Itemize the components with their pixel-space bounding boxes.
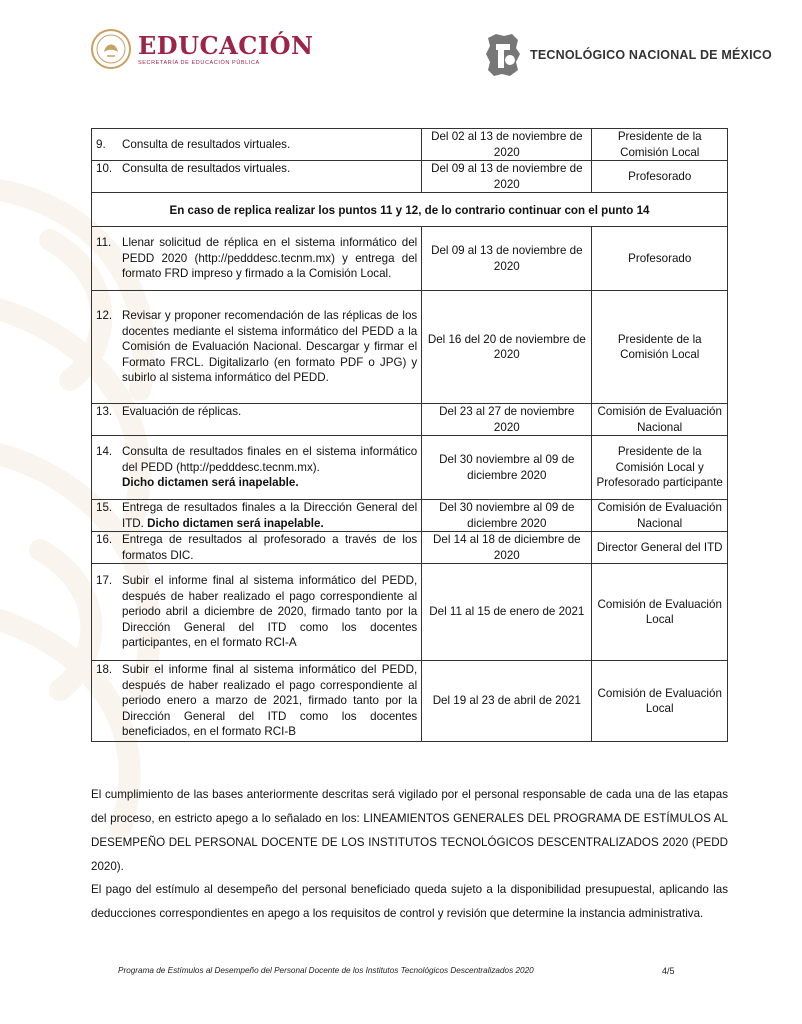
tecnm-title: TECNOLÓGICO NACIONAL DE MÉXICO: [530, 48, 772, 62]
page-header: [0, 0, 802, 110]
activity-cell: [92, 661, 422, 742]
sep-logo: [90, 28, 313, 70]
activity-cell: [92, 532, 422, 564]
paragraph-payment: El pago del estímulo al desempeño del personal beneficiado queda sujeto a la disponibilidad presupuestal, aplicando las deducciones correspondientes en apego a los requisitos de control y revisión que determine la instancia administrativa.: [91, 883, 728, 920]
table-row: [92, 404, 728, 436]
tecnm-logo: [484, 30, 772, 80]
activity-cell: [92, 500, 422, 532]
eagle-seal-icon: [90, 28, 132, 70]
activity-cell: [92, 291, 422, 404]
activity-text: Revisar y proponer recomendación de las réplicas de los docentes mediante el sistema informático del PEDD a la Comisión de Evaluación Nacional. Descargar y firmar el Formato FRCL. Digitalizarlo (en formato PDF o JPG) y subirlo al sistema informático del PEDD.: [122, 309, 418, 385]
table-row: [92, 193, 728, 227]
responsible-cell: Presidente de la Comisión Local: [592, 291, 728, 404]
tecnm-gear-icon: [484, 30, 522, 80]
date-cell: Del 19 al 23 de abril de 2021: [422, 661, 592, 742]
responsible-cell: Presidente de la Comisión Local y Profesorado participante: [592, 436, 728, 500]
table-row: [92, 436, 728, 500]
item-number: 11.: [96, 236, 112, 250]
date-cell: Del 16 del 20 de noviembre de 2020: [422, 291, 592, 404]
activity-cell: [92, 161, 422, 193]
item-number: 12.: [96, 309, 113, 323]
table-row: [92, 564, 728, 661]
date-cell: Del 14 al 18 de diciembre de 2020: [422, 532, 592, 564]
date-cell: Del 09 al 13 de noviembre de 2020: [422, 161, 592, 193]
activity-text: Subir el informe final al sistema informático del PEDD, después de haber realizado el pago correspondiente al periodo abril a diciembre de 2020, firmado tanto por la Dirección General del ITD como los docentes participantes, en el formato RCI-A: [122, 574, 418, 650]
responsible-cell: Profesorado: [592, 161, 728, 193]
inapelable-note: Dicho dictamen será inapelable.: [122, 476, 299, 490]
item-number: 13.: [96, 405, 113, 418]
inapelable-note: Dicho dictamen será inapelable.: [147, 516, 324, 530]
table-row: [92, 500, 728, 532]
item-number: 9.: [96, 137, 106, 151]
activity-text: Evaluación de réplicas.: [122, 405, 242, 418]
item-number: 10.: [96, 162, 113, 175]
date-cell: Del 11 al 15 de enero de 2021: [422, 564, 592, 661]
date-cell: Del 09 al 13 de noviembre de 2020: [422, 227, 592, 291]
page-number: 4/5: [662, 966, 675, 976]
activity-text: Consulta de resultados finales en el sistema informático del PEDD (http://pedddesc.tecnm.mx).: [122, 445, 418, 474]
table-row: [92, 532, 728, 564]
activity-cell: [92, 404, 422, 436]
activity-cell: [92, 564, 422, 661]
activity-text: Llenar solicitud de réplica en el sistema informático del PEDD 2020 (http://pedddesc.tecnm.mx) y entrega del formato FRD impreso y firmado a la Comisión Local.: [122, 236, 418, 281]
responsible-cell: Presidente de la Comisión Local: [592, 129, 728, 161]
responsible-cell: Comisión de Evaluación Local: [592, 564, 728, 661]
table-row: [92, 129, 728, 161]
activity-text: Consulta de resultados virtuales.: [122, 137, 291, 151]
responsible-cell: Comisión de Evaluación Nacional: [592, 404, 728, 436]
item-number: 17.: [96, 574, 113, 588]
table-row: [92, 161, 728, 193]
item-number: 18.: [96, 663, 113, 677]
date-cell: Del 30 noviembre al 09 de diciembre 2020: [422, 436, 592, 500]
activity-cell: [92, 129, 422, 161]
responsible-cell: Comisión de Evaluación Nacional: [592, 500, 728, 532]
activity-text: Entrega de resultados al profesorado a través de los formatos DIC.: [122, 533, 418, 562]
table-row: [92, 291, 728, 404]
item-number: 14.: [96, 445, 113, 459]
paragraph-compliance: El cumplimiento de las bases anteriormente descritas será vigilado por el personal responsable de cada una de las etapas del proceso, en estricto apego a lo señalado en los: LINEAMIENTOS GENERALES DEL PROGRAMA DE ESTÍMULOS AL DESEMPEÑO DEL PERSONAL DOCENTE DE LOS INSTITUTOS TECNOLÓGICOS DESCENTRALIZADOS 2020 (PEDD 2020).: [91, 788, 728, 873]
table-row: [92, 661, 728, 742]
activity-text: Subir el informe final al sistema informático del PEDD, después de haber realizado el pago correspondiente al periodo enero a marzo de 2021, firmado tanto por la Dirección General del ITD como los docentes beneficiados, en el formato RCI-B: [122, 663, 418, 739]
activity-cell: [92, 436, 422, 500]
table-row: [92, 227, 728, 291]
activity-text: Consulta de resultados virtuales.: [122, 162, 291, 175]
edu-title: EDUCACIÓN: [138, 30, 314, 60]
item-number: 15.: [96, 501, 113, 514]
edu-subtitle: SECRETARÍA DE EDUCACIÓN PÚBLICA: [138, 59, 260, 66]
activity-text: Entrega de resultados finales a la Dirección General del ITD.: [122, 501, 418, 530]
replica-note: En caso de replica realizar los puntos 11 y 12, de lo contrario continuar con el punto 14: [92, 193, 728, 227]
responsible-cell: Director General del ITD: [592, 532, 728, 564]
footer-program-title: Programa de Estímulos al Desempeño del Personal Docente de los Institutos Tecnológicos Descentralizados 2020: [118, 966, 534, 975]
date-cell: Del 02 al 13 de noviembre de 2020: [422, 129, 592, 161]
activity-cell: [92, 227, 422, 291]
responsible-cell: Profesorado: [592, 227, 728, 291]
responsible-cell: Comisión de Evaluación Local: [592, 661, 728, 742]
schedule-table: [91, 128, 728, 742]
date-cell: Del 30 noviembre al 09 de diciembre 2020: [422, 500, 592, 532]
item-number: 16.: [96, 533, 113, 546]
date-cell: Del 23 al 27 de noviembre 2020: [422, 404, 592, 436]
